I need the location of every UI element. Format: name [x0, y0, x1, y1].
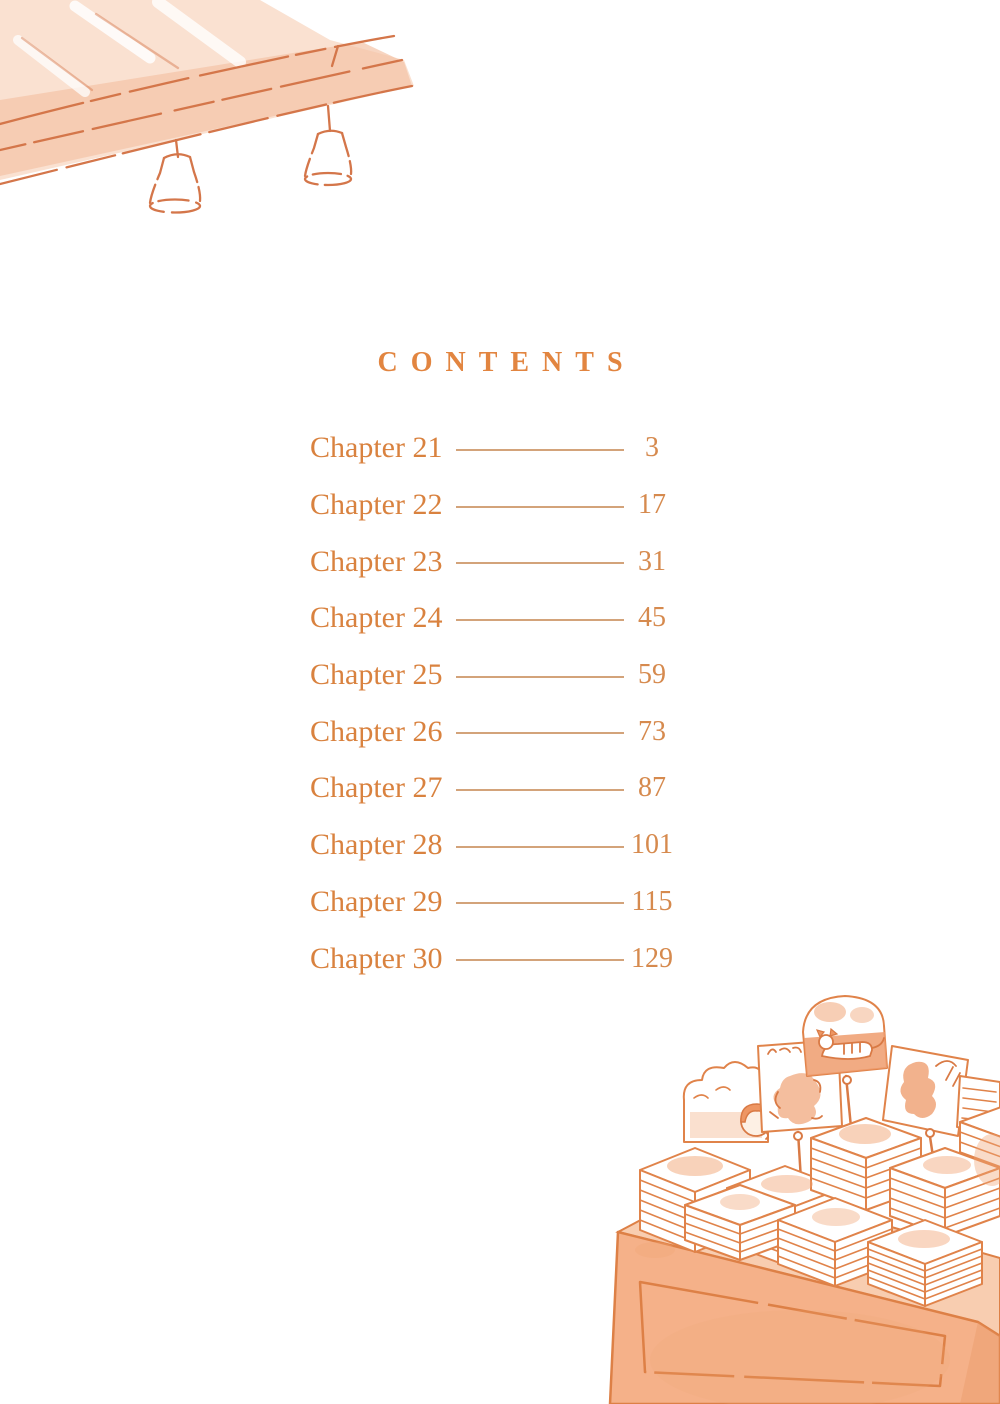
book-display-illustration: [600, 980, 1000, 1404]
toc-row: [310, 420, 682, 477]
leader-line: [456, 846, 624, 848]
toc-row: [310, 760, 682, 817]
pendant-lamp-icon: [305, 106, 351, 185]
leader-line: [456, 676, 624, 678]
toc-row: [310, 703, 682, 760]
page-number: 3: [645, 432, 659, 464]
page-number: 45: [638, 602, 666, 634]
chapter-label: Chapter 21: [310, 431, 443, 465]
page-number: 87: [638, 772, 666, 804]
page-number: 73: [638, 715, 666, 747]
toc-row: [310, 590, 682, 647]
chapter-label: Chapter 22: [310, 488, 443, 522]
leader-line: [456, 449, 624, 451]
page-number: 101: [631, 829, 673, 861]
leader-line: [456, 506, 624, 508]
toc-row: [310, 647, 682, 704]
chapter-label: Chapter 25: [310, 658, 443, 692]
leader-line: [456, 789, 624, 791]
page-number: 17: [638, 489, 666, 521]
leader-line: [456, 959, 624, 961]
page-title: CONTENTS: [377, 347, 636, 378]
toc-row: [310, 477, 682, 534]
pendant-lamp-icon: [150, 140, 200, 213]
page-number: 129: [631, 942, 673, 974]
chapter-label: Chapter 26: [310, 714, 443, 748]
chapter-label: Chapter 29: [310, 884, 443, 918]
page-number: 31: [638, 545, 666, 577]
toc-row: [310, 930, 682, 987]
chapter-label: Chapter 27: [310, 771, 443, 805]
page-number: 115: [631, 885, 673, 917]
toc-row: [310, 533, 682, 590]
leader-line: [456, 619, 624, 621]
toc-row: [310, 817, 682, 874]
chapter-label: Chapter 28: [310, 828, 443, 862]
ceiling-lamps-illustration: [0, 0, 432, 232]
chapter-label: Chapter 23: [310, 544, 443, 578]
chapter-label: Chapter 30: [310, 941, 443, 975]
table-of-contents: [310, 420, 682, 987]
toc-row: [310, 874, 682, 931]
leader-line: [456, 562, 624, 564]
leader-line: [456, 902, 624, 904]
page-number: 59: [638, 659, 666, 691]
ceiling-beam-wash: [0, 0, 414, 180]
leader-line: [456, 732, 624, 734]
chapter-label: Chapter 24: [310, 601, 443, 635]
